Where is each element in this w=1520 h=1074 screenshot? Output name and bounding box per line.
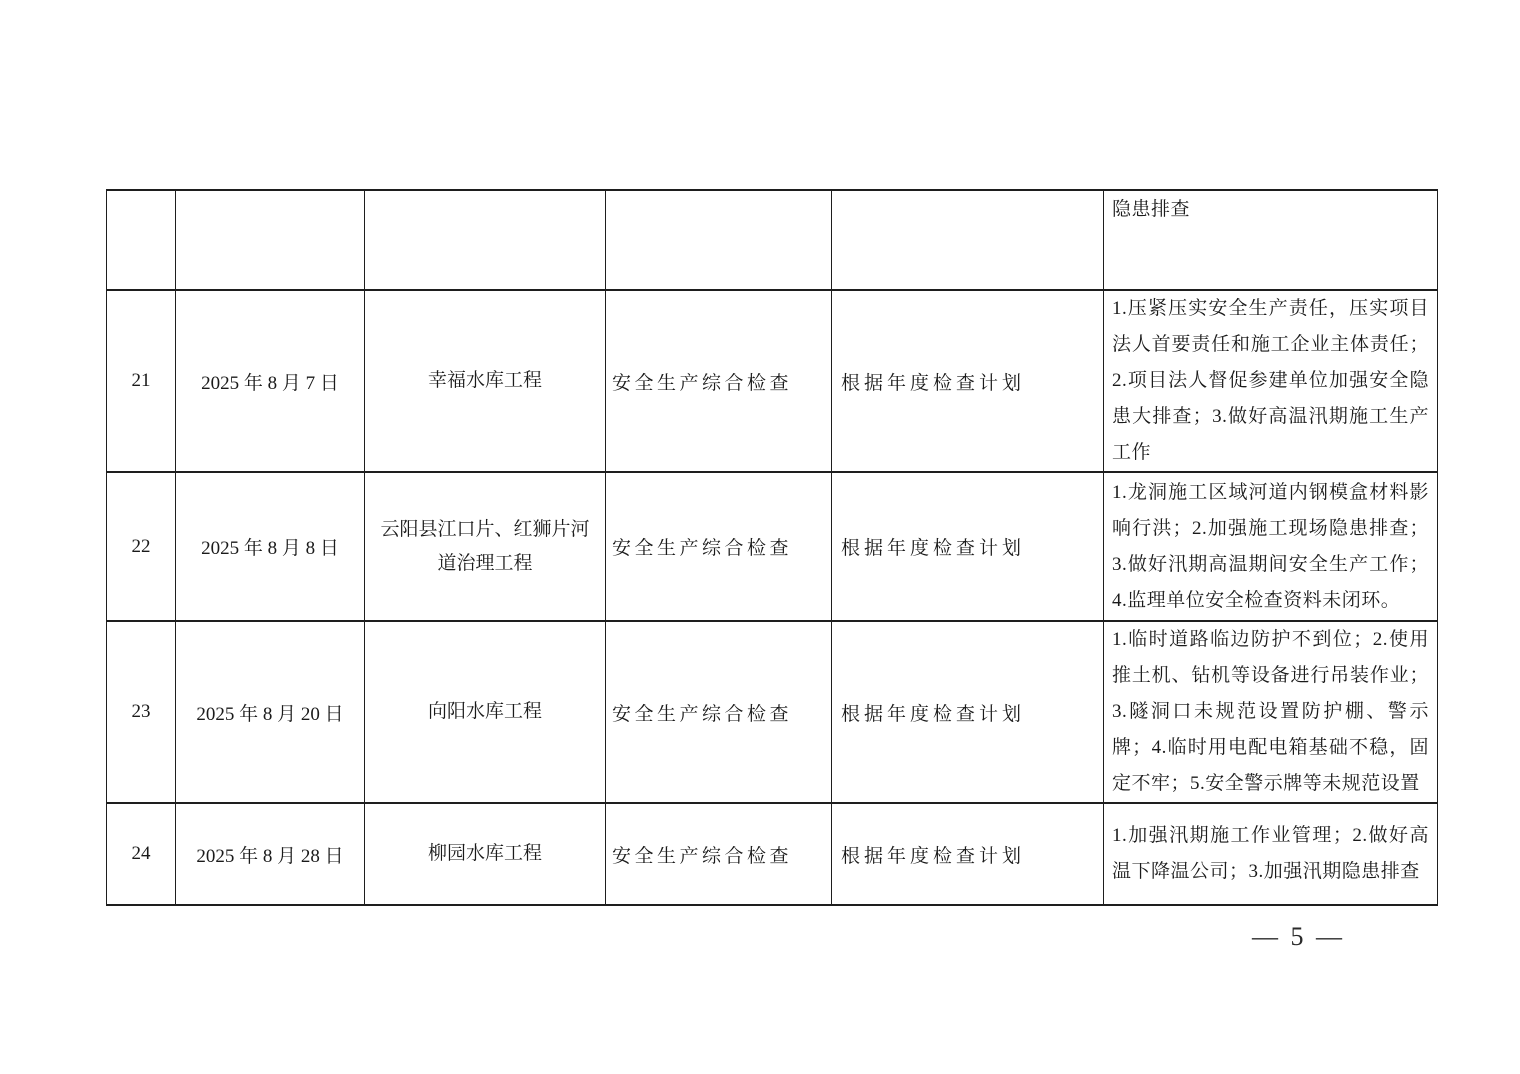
project-cell: 云阳县江口片、红狮片河道治理工程 bbox=[365, 472, 606, 621]
row-number-cell: 23 bbox=[107, 621, 176, 803]
project-cell: 柳园水库工程 bbox=[365, 803, 606, 905]
check-type-cell bbox=[606, 190, 832, 290]
project-cell: 幸福水库工程 bbox=[365, 290, 606, 472]
basis-cell: 根据年度检查计划 bbox=[832, 621, 1104, 803]
findings-cell: 1.压紧压实安全生产责任，压实项目法人首要责任和施工企业主体责任；2.项目法人督促参建单位加强安全隐患大排查；3.做好高温汛期施工生产工作 bbox=[1104, 290, 1438, 472]
basis-cell bbox=[832, 190, 1104, 290]
basis-cell: 根据年度检查计划 bbox=[832, 290, 1104, 472]
basis-cell: 根据年度检查计划 bbox=[832, 472, 1104, 621]
check-type-cell: 安全生产综合检查 bbox=[606, 472, 832, 621]
findings-cell: 1.龙洞施工区域河道内钢模盒材料影响行洪；2.加强施工现场隐患排查；3.做好汛期高温期间安全生产工作；4.监理单位安全检查资料未闭环。 bbox=[1104, 472, 1438, 621]
row-number-cell: 22 bbox=[107, 472, 176, 621]
check-type-cell: 安全生产综合检查 bbox=[606, 803, 832, 905]
date-cell: 2025 年 8 月 20 日 bbox=[176, 621, 365, 803]
date-cell: 2025 年 8 月 7 日 bbox=[176, 290, 365, 472]
table-row-22 bbox=[107, 472, 1438, 621]
row-number-cell: 24 bbox=[107, 803, 176, 905]
project-cell bbox=[365, 190, 606, 290]
table-row-continuation bbox=[107, 190, 1438, 290]
findings-cell: 隐患排查 bbox=[1104, 190, 1438, 290]
findings-cell: 1.加强汛期施工作业管理；2.做好高温下降温公司；3.加强汛期隐患排查 bbox=[1104, 803, 1438, 905]
date-cell bbox=[176, 190, 365, 290]
table-row-21 bbox=[107, 290, 1438, 472]
findings-cell: 1.临时道路临边防护不到位；2.使用推土机、钻机等设备进行吊装作业；3.隧洞口未规范设置防护棚、警示牌；4.临时用电配电箱基础不稳，固定不牢；5.安全警示牌等未规范设置 bbox=[1104, 621, 1438, 803]
table-row-24 bbox=[107, 803, 1438, 905]
project-cell: 向阳水库工程 bbox=[365, 621, 606, 803]
date-cell: 2025 年 8 月 8 日 bbox=[176, 472, 365, 621]
row-number-cell: 21 bbox=[107, 290, 176, 472]
check-type-cell: 安全生产综合检查 bbox=[606, 290, 832, 472]
table-row-23 bbox=[107, 621, 1438, 803]
check-type-cell: 安全生产综合检查 bbox=[606, 621, 832, 803]
page-number: — 5 — bbox=[1252, 922, 1345, 951]
row-number-cell bbox=[107, 190, 176, 290]
inspection-table bbox=[106, 189, 1438, 906]
basis-cell: 根据年度检查计划 bbox=[832, 803, 1104, 905]
date-cell: 2025 年 8 月 28 日 bbox=[176, 803, 365, 905]
